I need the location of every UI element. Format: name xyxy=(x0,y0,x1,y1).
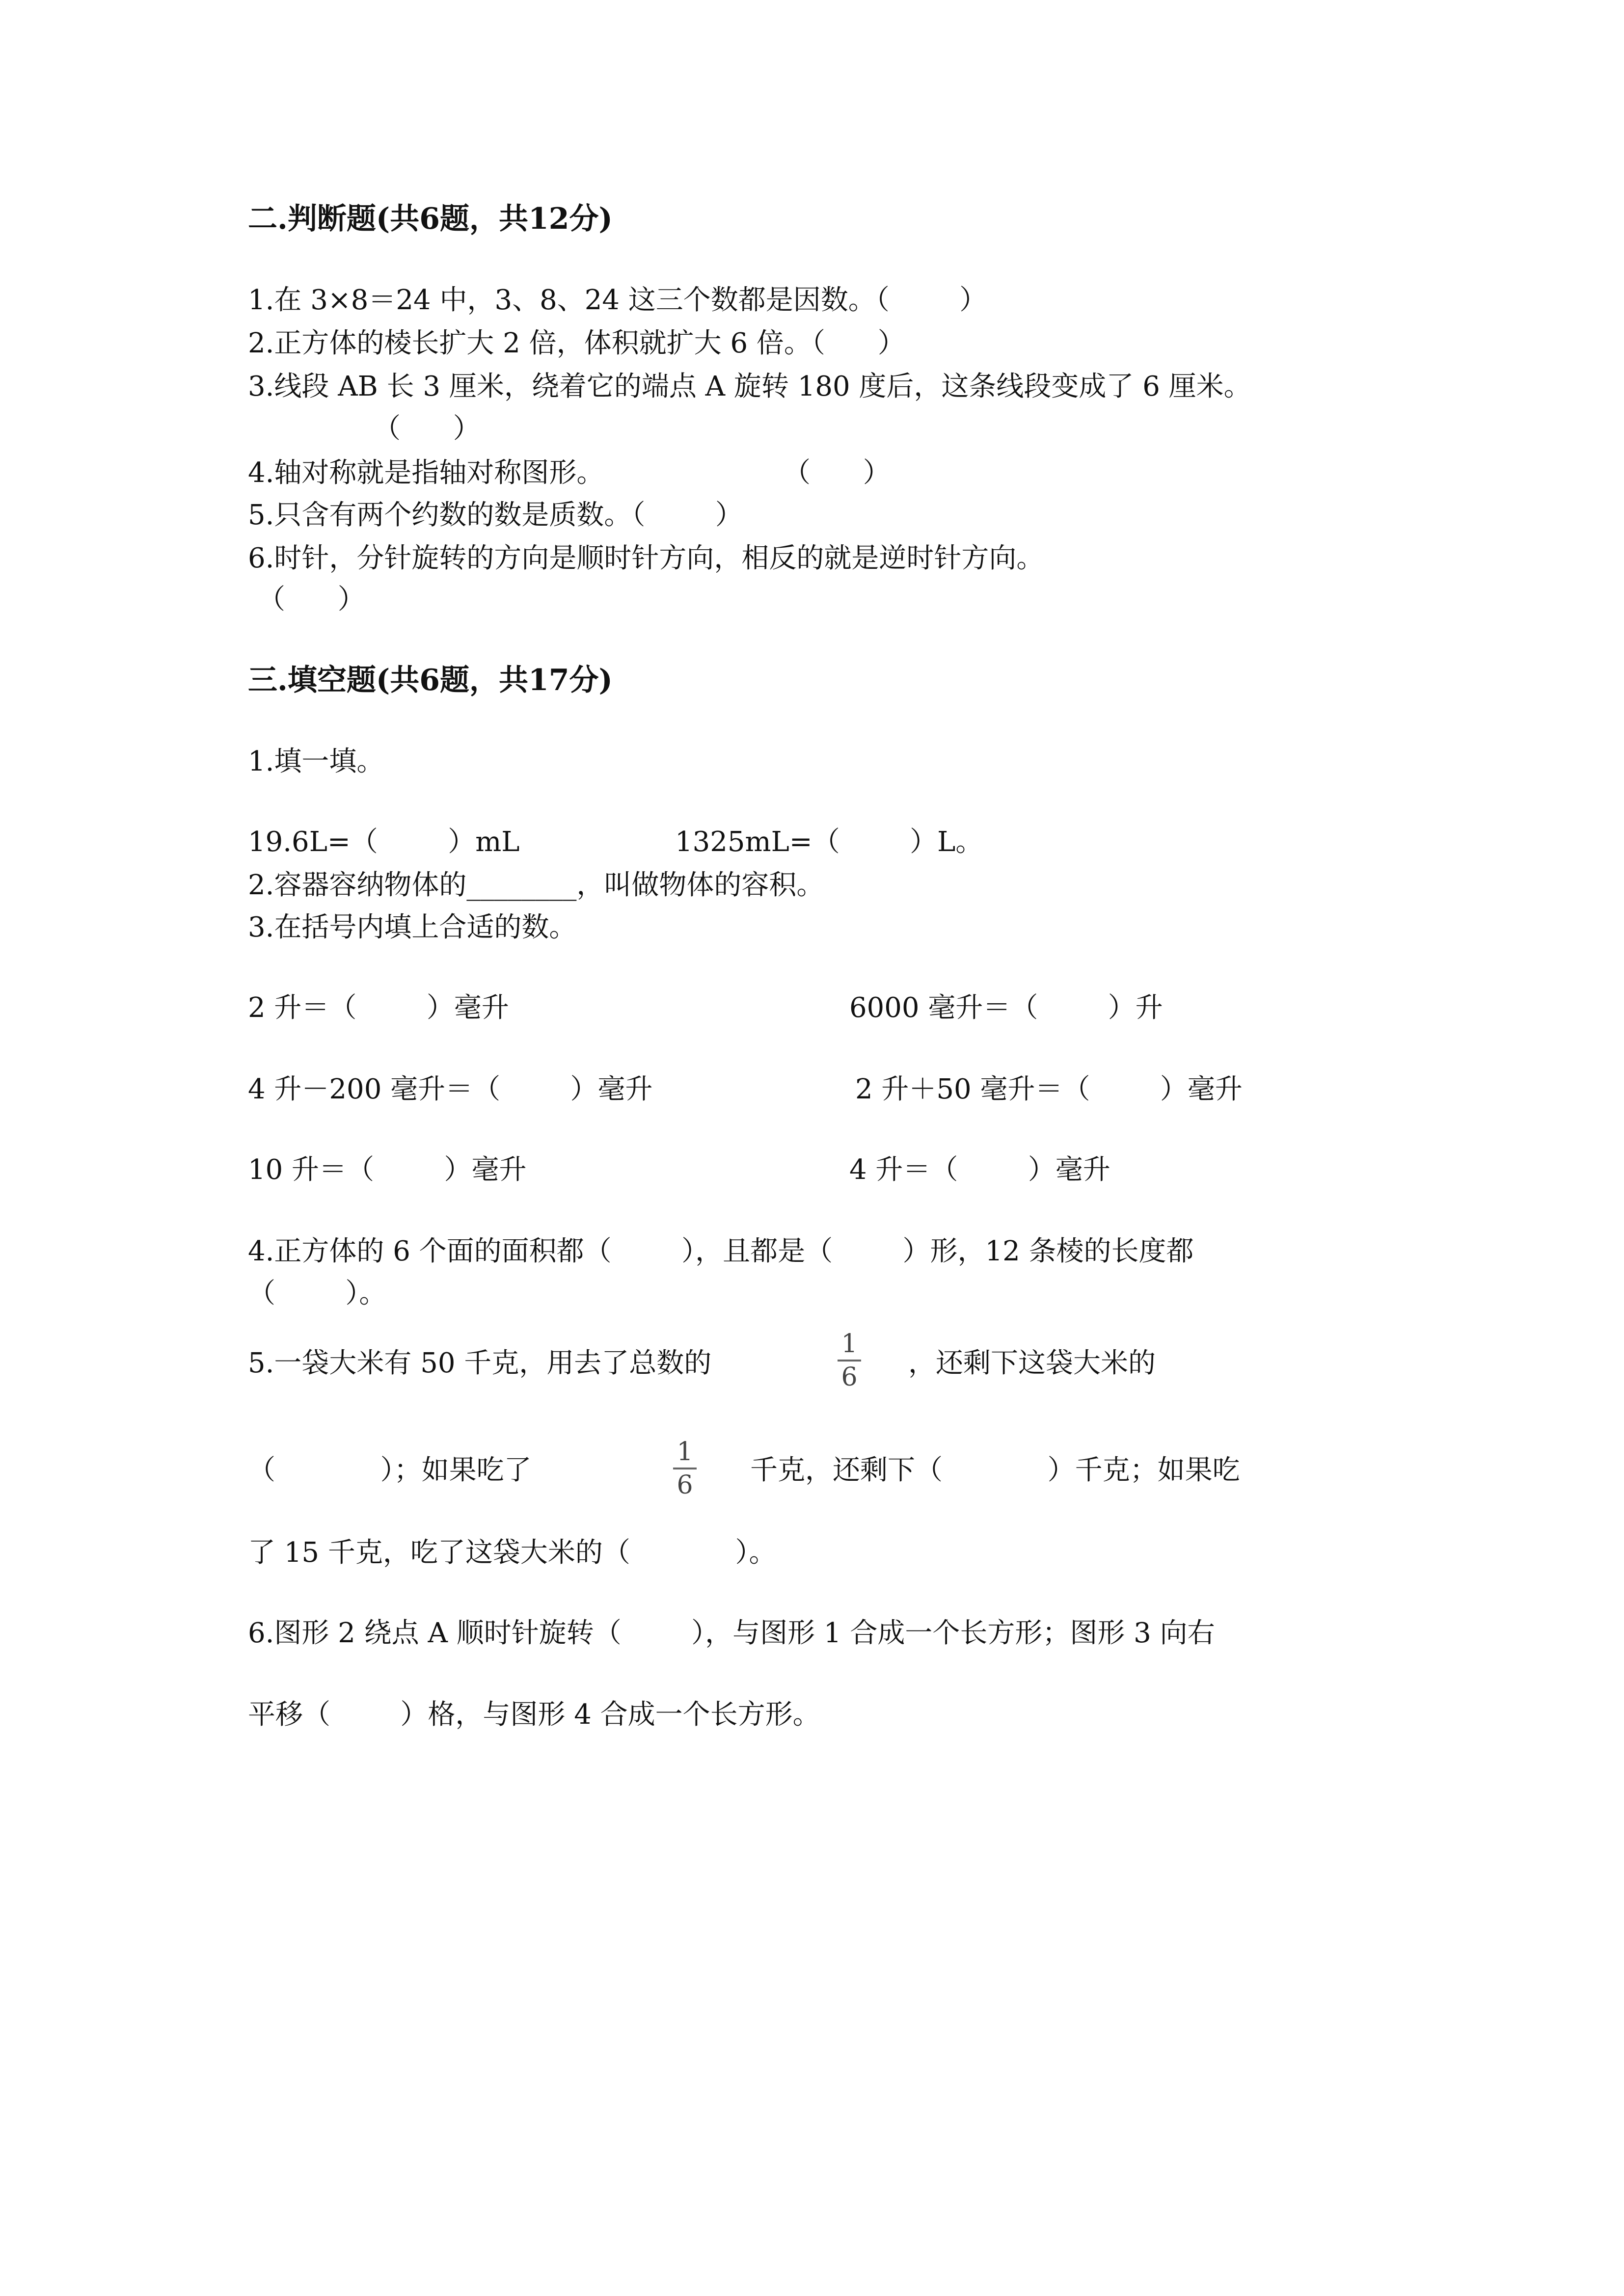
fill-q3-row1-right: 6000 毫升＝（ ）升 xyxy=(849,992,1163,1024)
fill-q3-text: 3.在括号内填上合适的数。 xyxy=(248,911,577,943)
fill-q5-part2: ，还剩下这袋大米的 xyxy=(908,1347,1156,1379)
fill-q3-row3-right: 4 升＝（ ）毫升 xyxy=(849,1154,1110,1186)
fraction-denominator: 6 xyxy=(677,1470,693,1500)
judge-item-3-blank: （ ） xyxy=(373,413,481,445)
fill-q1-text: 1.填一填。 xyxy=(248,746,384,777)
fill-q1-b: 1325mL=（ ）L。 xyxy=(675,826,983,858)
fill-q3-row1-left: 2 升＝（ ）毫升 xyxy=(248,992,509,1024)
fill-q3-row2-right: 2 升＋50 毫升＝（ ）毫升 xyxy=(855,1073,1243,1105)
judge-item-3: 3.线段 AB 长 3 厘米，绕着它的端点 A 旋转 180 度后，这条线段变成了 6 厘米。 xyxy=(248,371,1251,402)
fraction-one-sixth-b xyxy=(670,1438,700,1499)
judge-item-6: 6.时针，分针旋转的方向是顺时针方向，相反的就是逆时针方向。 xyxy=(248,542,1044,574)
judge-item-1: 1.在 3×8＝24 中，3、8、24 这三个数都是因数。（ ） xyxy=(248,284,987,316)
fill-q3-row2-left: 4 升－200 毫升＝（ ）毫升 xyxy=(248,1073,653,1105)
fill-q1-a: 19.6L=（ ）mL xyxy=(248,826,520,858)
fill-q5-part3: （ ）；如果吃了 xyxy=(248,1454,532,1486)
section2-title: 二.判断题(共6题，共12分) xyxy=(248,202,613,236)
fill-q5-part5: 了 15 千克，吃了这袋大米的（ ）。 xyxy=(248,1537,777,1569)
fill-q6-line2: 平移（ ）格，与图形 4 合成一个长方形。 xyxy=(248,1699,820,1731)
judge-item-4-blank: （ ） xyxy=(783,457,891,489)
fraction-numerator: 1 xyxy=(677,1437,693,1467)
fill-q4-line2: （ ）。 xyxy=(248,1278,387,1309)
fill-q6-line1: 6.图形 2 绕点 A 顺时针旋转（ ），与图形 1 合成一个长方形；图形 3 向右 xyxy=(248,1617,1215,1649)
fill-q5-part4: 千克，还剩下（ ）千克；如果吃 xyxy=(750,1454,1240,1486)
judge-item-4: 4.轴对称就是指轴对称图形。 xyxy=(248,457,604,489)
fraction-bar xyxy=(673,1468,697,1469)
fill-q4-line1: 4.正方体的 6 个面的面积都（ ），且都是（ ）形，12 条棱的长度都 xyxy=(248,1235,1194,1267)
fill-q2: 2.容器容纳物体的________，叫做物体的容积。 xyxy=(248,869,824,901)
section3-title: 三.填空题(共6题，共17分) xyxy=(248,663,613,697)
fraction-denominator: 6 xyxy=(841,1362,858,1392)
fill-q3-row3-left: 10 升＝（ ）毫升 xyxy=(248,1154,527,1186)
judge-item-2: 2.正方体的棱长扩大 2 倍，体积就扩大 6 倍。（ ） xyxy=(248,327,905,359)
fraction-one-sixth-a xyxy=(835,1330,864,1391)
judge-item-6-blank: （ ） xyxy=(258,584,365,615)
fill-q5-part1: 5.一袋大米有 50 千克，用去了总数的 xyxy=(248,1347,712,1379)
judge-item-5: 5.只含有两个约数的数是质数。（ ） xyxy=(248,499,743,531)
fraction-bar xyxy=(838,1360,861,1362)
fraction-numerator: 1 xyxy=(841,1329,858,1359)
